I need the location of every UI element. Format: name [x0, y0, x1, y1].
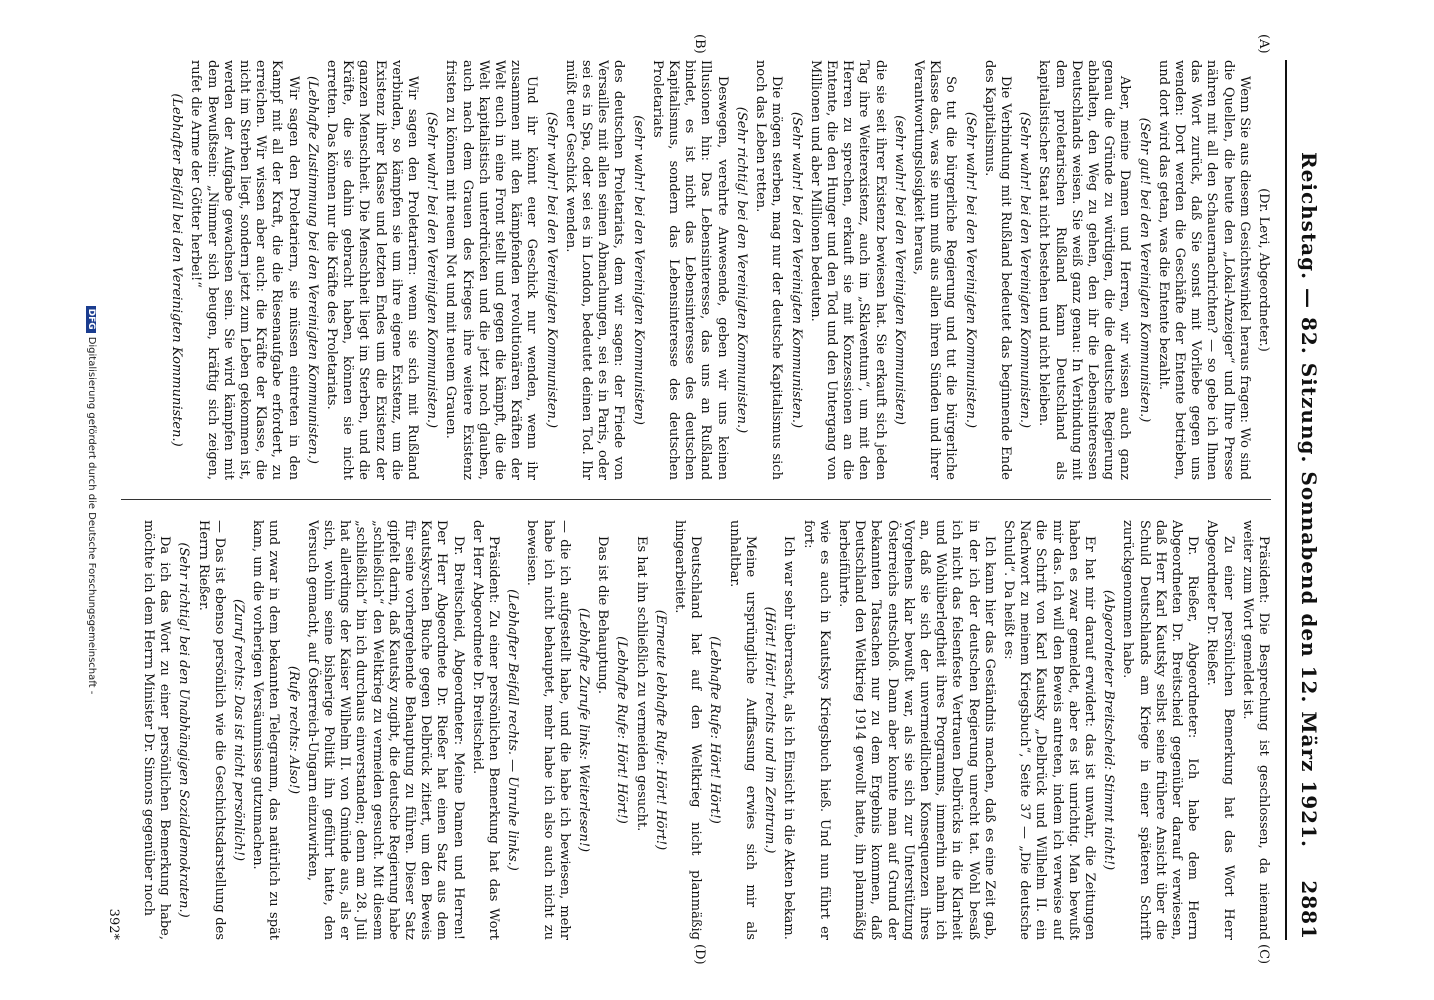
right-column: [121, 520, 1271, 940]
paragraph: Das ist die Behauptung.: [595, 536, 611, 694]
paragraph: wie es auch in Kautskys Kriegsbuch hieß. Und nun führt er fort:: [800, 520, 832, 940]
interjection: (Lebhafte Rufe: Hört! Hört!): [614, 636, 630, 824]
quotation: Meine ursprüngliche Auffassung erwies sich mir als unhaltbar.: [726, 520, 758, 940]
interjection: (Abgeordneter Breitscheid: Stimmt nicht!): [1101, 589, 1117, 871]
digitization-note: [86, 20, 97, 980]
interjection: (Lebhafte Rufe: Hört! Hört!): [707, 636, 723, 824]
margin-marker-c: (C): [1256, 944, 1271, 965]
interjection: (Rufe rechts: Also!): [285, 665, 301, 795]
paragraph: Aber, meine Damen und Herren, wir wissen auch ganz genau die Gründe zu würdigen, die die deutsche Regierung abhalten, den Weg zu gehen, den ihr die Lebensinteressen Deutschlands weisen. Sie weiß ganz genau: In Verbindung mit dem proletarischen Rußland kann Deutschland als kapitalistischer Staat nicht bestehen und nicht bleiben.: [1036, 60, 1133, 480]
quotation: Ich kann hier das Geständnis machen, daß es eine Zeit gab, in der ich der deutschen Regierung unrecht tat. Wohl besaß ich nicht das felsenfeste Vertrauen Delbrücks in die Klarheit und Wohlüberlegtheit ihres Programms, immerhin nahm ich an, daß sie sich der unvermeidlichen Konsequenzen ihres Vorgehens klar bewußt war, als sie sich zur Unterstützung Österreichs entschloß. Dann aber konnte man auf Grund der bekannten Tatsachen nur zu dem Ergebnis kommen, daß Deutschland den Weltkrieg 1914 gewollt hatte, ihn planmäßig herbeiführte.: [835, 520, 997, 940]
page-number: 2881: [1297, 880, 1321, 940]
paragraph: Die mögen sterben, mag nur der deutsche Kapitalismus sich noch das Leben retten.: [753, 60, 785, 480]
interjection: (Sehr wahr! bei den Vereinigten Kommunisten.): [962, 111, 978, 429]
paragraph: Er hat mir darauf erwidert: das ist unwahr, die Zeitungen haben es zwar gemeldet, aber es ist unrichtig. Man bewußt mir das. Ich will den Beweis antreten, indem ich verweise auf die Schrift von Karl Kautsky „Delbrück und Wilhelm II. ein Nachwort zu meinem Kriegsbuch“, Seite 37 — „Die deutsche Schuld“. Da heißt es:: [1000, 520, 1097, 940]
interjection: (Zuruf rechts: Das ist nicht persönlich!): [231, 598, 247, 862]
left-column: [121, 60, 1271, 480]
interjection: (sehr wahr! bei den Vereinigten Kommunisten): [891, 115, 907, 425]
column-divider: [121, 499, 1271, 500]
quotation: Ich war sehr überrascht, als ich Einsicht in die Akten bekam.: [781, 536, 797, 940]
margin-marker-a: (A): [1256, 34, 1271, 54]
interjection: (Lebhafte Zustimmung bei den Vereinigten Kommunisten.): [304, 76, 320, 464]
header-title: Reichstag. — 82. Sitzung. Sonnabend den 12. März 1921.: [1297, 152, 1321, 848]
interjection: (Lebhafter Beifall rechts. — Unruhe links.): [505, 589, 521, 871]
interjection: (Sehr wahr! bei den Vereinigten Kommunisten.): [543, 111, 559, 429]
printer-signature: 392*: [106, 908, 121, 940]
dfg-logo: DFG: [86, 306, 96, 333]
interjection: (Sehr richtig! bei den Unabhängigen Sozialdemokraten.): [176, 542, 192, 918]
interjection: (Lebhafter Beifall bei den Vereinigten Kommunisten.): [169, 93, 185, 447]
interjection: (Erneute lebhafte Rufe: Hört! Hört!): [652, 609, 668, 851]
digitization-text: Digitalisierung gefördert durch die Deutsche Forschungsgemeinschaft -: [86, 336, 97, 695]
paragraph: — die ich aufgestellt habe, und die habe ich bewiesen, mehr habe ich nicht behauptet, mehr habe ich also auch nicht zu beweisen.: [524, 520, 572, 940]
paragraph: Präsident: Zu einer persönlichen Bemerkung hat das Wort der Herr Abgeordnete Dr. Breitscheid.: [469, 520, 502, 940]
paragraph: Da ich das Wort zu einer persönlichen Bemerkung habe, möchte ich dem Herrn Minister Dr. Simons gegenüber noch: [141, 520, 173, 940]
interjection: (Sehr wahr! bei den Vereinigten Kommunisten.): [424, 111, 440, 429]
interjection: (Sehr richtig! bei den Vereinigten Kommunisten.): [733, 106, 749, 434]
paragraph: Zu einer persönlichen Bemerkung hat das Wort Herr Abgeordneter Dr. Rießer.: [1204, 520, 1236, 940]
paragraph: Die Verbindung mit Rußland bedeutet das beginnende Ende des Kapitalismus.: [981, 60, 1013, 480]
paragraph: Dr. Breitscheid, Abgeordneter: Meine Damen und Herren! Der Herr Abgeordnete Dr. Rießer hat einen Satz aus dem Kautskyschen Buche gegen Delbrück zitiert, um den Beweis für seine vorhergehende Behauptung zu führen. Dieser Satz gipfelt darin, daß Kautsky zugibt, die deutsche Regierung habe „schließlich“ den Weltkrieg zu vermeiden gesucht. Mit diesem „schließlich“ bin ich durchaus einverstanden; denn am 28. Juli hat allerdings der Kaiser Wilhelm II. von Gmünde aus, als er sich, wohin seine bisherige Politik ihn geführt hatte, den Versuch gemacht, auf Österreich-Ungarn einzuwirken,: [304, 520, 466, 940]
paragraph: des deutschen Proletariats, dem wir sagen: der Friede von Versailles mit allen seinen Abmachungen, sei es in Paris, oder sei es in Spa, oder sei es in London, bedeutet deinen Tod. Ihr müßt euer Geschick wenden.: [562, 60, 627, 480]
paragraph: — Das ist ebenso persönlich wie die Geschichtsdarstellung des Herrn Rießer.: [195, 520, 227, 940]
paragraph: und zwar in dem bekannten Telegramm, das natürlich zu spät kam, um die vorherigen Versäumnisse gutzumachen.: [250, 520, 282, 940]
quotation: Es hat ihn schließlich zu vermeiden gesucht.: [633, 536, 649, 832]
interjection: (sehr wahr! bei den Vereinigten Kommunisten): [630, 115, 646, 425]
paragraph: Und ihr könnt euer Geschick nur wenden, wenn ihr zusammen mit den kämpfenden revolutionären Kräften der Welt euch in eine Front stellt und gegen die kämpft, die die Welt kapitalistisch unterdrücken und die jetzt noch glauben, auch nach dem Grauen des Krieges ihre weitere Existenz fristen zu können mit neuem Not und mit neuem Grauen.: [443, 60, 540, 480]
document-page: [67, 20, 1367, 980]
interjection: (Lebhafte Zurufe links: Weiterlesen!): [576, 607, 592, 853]
paragraph: Dr. Rießer, Abgeordneter: Ich habe dem Herrn Abgeordneten Dr. Breitscheid gegenüber darauf verwiesen, daß Herr Karl Kautsky selbst seine frühere Ansicht über die Schuld Deutschlands am Kriege in einer späteren Schrift zurückgenommen habe.: [1120, 520, 1201, 940]
margin-marker-b: (B): [692, 34, 707, 54]
paragraph: Wenn Sie aus diesem Gesichtswinkel heraus fragen: Wo sind die Quellen, die heute den „Lokal-Anzeiger“ und Ihre Presse nähren mit all den Schauernachrichten? — so gebe ich Ihnen das Wort zurück, daß Sie sonst mit Vorliebe gegen uns wenden: Dort werden die Geschäfte der Entente betrieben, und dort wird das getan, was die Entente bezahlt.: [1155, 60, 1252, 480]
paragraph: So tut die bürgerliche Regierung und tut die bürgerliche Klasse das, was sie nun muß aus allen ihren Sünden und ihrer Verantwortungslosigkeit heraus,: [910, 60, 959, 480]
paragraph: Präsident: Die Besprechung ist geschlossen, da niemand weiter zum Wort gemeldet ist.: [1239, 520, 1271, 940]
quotation: Deutschland hat auf den Weltkrieg nicht planmäßig hingearbeitet.: [672, 520, 704, 940]
interjection: (Sehr wahr! bei den Vereinigten Kommunisten.): [1017, 111, 1033, 429]
paragraph: Wir sagen den Proletariern, sie müssen eintreten in den Kampf mit all der Kraft, die die Riesenaufgabe erfordert, zu erreichen. Wir wissen aber auch: die Kräfte der Klasse, die nicht im Sterben liegt, sondern jetzt zum Leben gekommen ist, werden der Aufgabe gewachsen sein. Sie wird kämpfen mit dem Bewußtsein: „Nimmer sich beugen, kräftig sich zeigen, rufet die Arme der Götter herbei!“: [188, 60, 301, 480]
page-header: [1285, 60, 1327, 940]
interjection: (Hört! Hört! rechts und im Zentrum.): [762, 606, 778, 854]
interjection: (Sehr wahr! bei den Vereinigten Kommunisten.): [788, 111, 804, 429]
paragraph: Deswegen, verehrte Anwesende, geben wir uns keinen Illusionen hin: Das Lebensinteresse, das uns an Rußland bindet, es ist nicht das Lebensinteresse des deutschen Kapitalismus, sondern das Lebensinteresse des deutschen Proletariats: [649, 60, 730, 480]
interjection: (Sehr gut! bei den Vereinigten Kommunisten.): [1136, 117, 1152, 423]
speaker-context: (Dr. Levi, Abgeordneter.): [1256, 188, 1271, 352]
paragraph: Wir sagen den Proletariern: wenn sie sich mit Rußland verbinden, so kämpfen sie um ihre eigene Existenz, um die Existenz ihrer Klasse und letzten Endes um die Existenz der ganzen Menschheit. Die Menschheit liegt im Sterben, und die Kräfte, die sie dahin gebracht haben, können sie nicht erretten. Das können nur die Kräfte des Proletariats.: [324, 60, 421, 480]
paragraph: die sie seit ihrer Existenz bewiesen hat. Sie erkauft sich jeden Tag ihre Weiterexistenz, auch im „Sklaventum“, um mit den Herren zu sprechen, erkauft sie mit Konzessionen an die Entente, die den Hunger und den Tod und den Untergang von Millionen und aber Millionen bedeuten.: [807, 60, 888, 480]
margin-marker-d: (D): [692, 944, 707, 965]
